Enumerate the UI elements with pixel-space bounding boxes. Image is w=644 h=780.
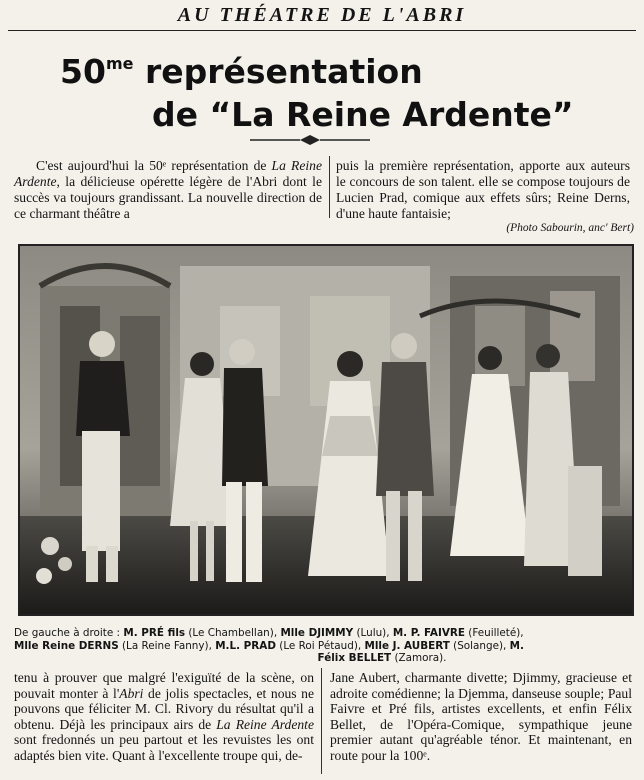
kicker-rule <box>8 30 636 31</box>
article-right-column: puis la première représentation, apporte aux auteurs le concours de son talent. elle se compose toujours de Lucien Prad, comique aux effets sûrs; Reine Derns, d'une haute fantaisie; <box>336 158 630 221</box>
kicker: AU THÉATRE DE L'ABRI <box>177 4 467 26</box>
article-left-column: C'est aujourd'hui la 50ᵉ représentation de La Reine Ardente, la délicieuse opérette légère de l'Abri dont le succès va toujours grandissant. La nouvelle direction de ce charmant théâtre a <box>14 158 322 221</box>
bottom-right-column: Jane Aubert, charmante divette; Djimmy, gracieuse et adroite comédienne; la Djemma, danseuse souple; Paul Faivre et Pré fils, artistes excellents, et enfin Félix Bellet, de l'Opéra-Comique, sympathique jeune premier autant qu'agréable ténor. Et maintenant, en route pour la 100ᵉ. <box>330 670 632 763</box>
photo-caption: De gauche à droite : M. PRÉ fils (Le Chambellan), Mlle DJIMMY (Lulu), M. P. FAIVRE (Feuilleté), Mlle Reine DERNS (La Reine Fanny), M.L. PRAD (Le Roi Pétaud), Mlle J. AUBERT (Solange), M. Félix BELLET (Zamora). <box>14 627 524 664</box>
stage-photo <box>18 244 634 616</box>
bottom-left-column: tenu à prouver que malgré l'exiguïté de la scène, on pouvait monter à l'Abri de jolis spectacles, et nous ne pouvons que féliciter M. Cl. Rivory du résultat qu'il a obtenu. Déjà les principaux airs de La Reine Ardente sont fredonnés un peu partout et les revuistes les ont adaptés bien vite. Quant à l'excellente troupe qui, de- <box>14 670 314 763</box>
headline-line-2: de “La Reine Ardente” <box>152 95 574 134</box>
stage-photo-illustration <box>20 246 632 614</box>
bottom-column-divider <box>321 668 322 774</box>
headline-line-1: $50^{me}$ représentation <box>60 52 423 91</box>
ornament-divider <box>250 134 370 146</box>
column-divider <box>329 156 330 218</box>
photo-credit: (Photo Sabourin, anc' Bert) <box>506 222 634 234</box>
